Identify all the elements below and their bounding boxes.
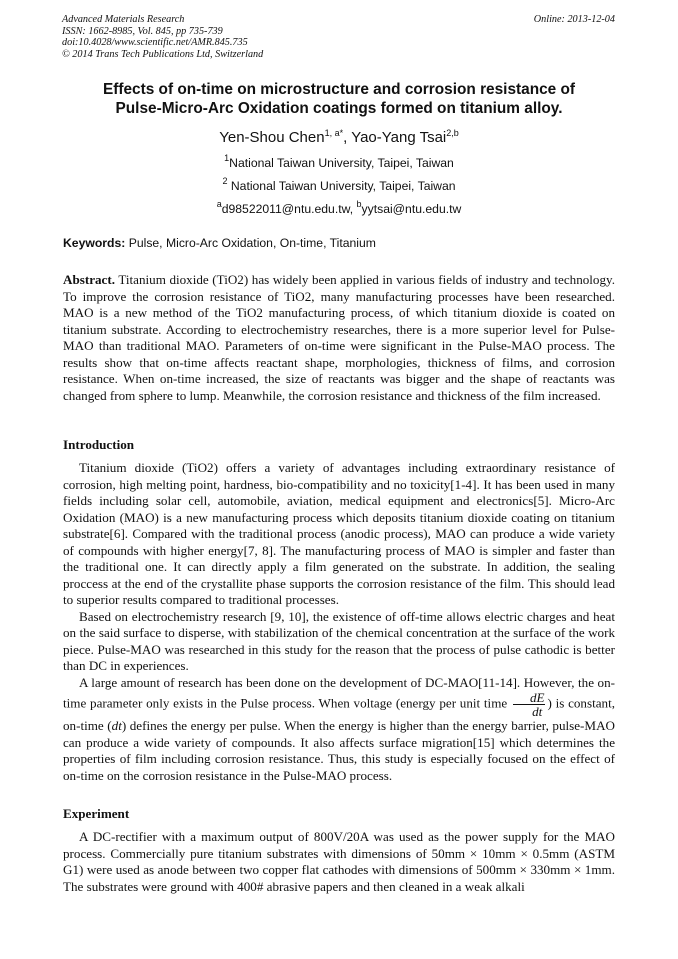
email-b-sup: b: [356, 199, 362, 209]
intro-p3-part-1: A large amount of research has been done on the development of DC-MAO[11-14]. However, the on-time parameter only exists in the Pulse process. When voltage (energy per unit time: [63, 674, 615, 711]
intro-paragraph-3: [63, 675, 615, 785]
intro-p3-part-2: ) is constant, on-time (: [63, 695, 615, 733]
experiment-paragraph-1: A DC-rectifier with a maximum output of 800V/20A was used as the power supply for the MAO process. Commercially pure titanium substrates with dimensions of 50mm × 10mm × 0.5mm (ASTM G1) were used as anode between two copper flat cathodes with dimensions of 500mm × 330mm × 1mm. The substrates were ground with 400# abrasive papers and then cleaned in a weak alkali: [63, 829, 615, 894]
experiment-heading: Experiment: [63, 806, 130, 821]
copyright: © 2014 Trans Tech Publications Ltd, Switzerland: [62, 48, 264, 60]
email-line: [0, 199, 678, 216]
email-b: yytsai@ntu.edu.tw: [361, 202, 462, 216]
author-2: Yao-Yang Tsai: [351, 129, 447, 146]
author-1: Yen-Shou Chen: [219, 129, 325, 146]
introduction-heading: Introduction: [63, 437, 135, 452]
introduction-body: [63, 460, 615, 784]
affiliation-1-text: National Taiwan University, Taipei, Taiwan: [229, 156, 454, 170]
paper-title: [40, 80, 638, 118]
keywords-label: Keywords:: [63, 236, 126, 250]
email-a-sup: a: [216, 199, 222, 209]
issn: ISSN: 1662-8985, Vol. 845, pp 735-739: [62, 25, 223, 37]
abstract-text: Titanium dioxide (TiO2) has widely been applied in various fields of industry and technology. To improve the corrosion resistance of TiO2, many manufacturing processes have been researched. MAO is a new method of the TiO2 manufacturing process, of which titanium dioxide is coated on titanium substrate. According to electrochemistry researches, there is a more superior level for Pulse-MAO than traditional MAO. Parameters of on-time were significant in the Pulse-MAO process. The results show that on-time affects reactant shape, morphologies, thickness of films, and corrosion resistance. When on-time increased, the size of reactants was bigger and the shape of reactants was changed from sphere to lump. Meanwhile, the corrosion resistance and thickness of the film increased.: [63, 272, 615, 403]
affiliation-2-sup: 2: [222, 176, 228, 186]
affiliation-1-sup: 1: [224, 153, 230, 163]
title-line-2: Pulse-Micro-Arc Oxidation coatings formed on titanium alloy.: [115, 100, 563, 117]
author-list: [0, 129, 678, 146]
intro-paragraph-2: Based on electrochemistry research [9, 10], the existence of off-time allows electric charges and heat on the said surface to disperse, with stabilization of the chemical concentration at the surface of the work piece. Pulse-MAO was researched in this study for the reason that the process of pulse cathodic is better than DC in experiences.: [63, 608, 615, 673]
author-separator: ,: [343, 129, 352, 146]
experiment-body: [63, 829, 615, 895]
author-1-sup: 1, a*: [324, 128, 344, 138]
journal-header: [62, 14, 263, 60]
fraction-denominator: dt: [532, 704, 543, 719]
doi: doi:10.4028/www.scientific.net/AMR.845.735: [62, 37, 248, 49]
author-2-sup: 2,b: [446, 128, 459, 138]
intro-p3-part-3: ) defines the energy per pulse. When the energy is higher than the energy barrier, pulse-MAO can produce a wide variety of compounds. It also affects surface migration[15] which determines the properties of film including corrosion resistance. Thus, this study is especially focused on the effect of on-time on the corrosion resistance in the Pulse-MAO process.: [63, 718, 615, 783]
keywords: [63, 236, 376, 250]
email-a: d98522011@ntu.edu.tw,: [221, 202, 357, 216]
keywords-text: Pulse, Micro-Arc Oxidation, On-time, Titanium: [125, 236, 376, 250]
affiliation-1: [0, 153, 678, 170]
affiliation-2: [0, 176, 678, 193]
de-dt-fraction: [513, 691, 546, 718]
intro-paragraph-1: Titanium dioxide (TiO2) offers a variety of advantages including extraordinary resistance of corrosion, high melting point, hardness, bio-compatibility and no toxicity[1-4]. It has been used in many fields including solar cell, automobile, aviation, medical equipment and electronics[5]. Micro-Arc Oxidation (MAO) is a new manufacturing process which deposits titanium dioxide coating on titanium substrate[6]. Compared with the traditional process (anodic process), MAO can produce a wide variety of compounds with higher energy[7, 8]. The manufacturing process of MAO is simpler and faster than the traditional one. It can directly apply a film generated on the substrate. In addition, the sealing proccess at the end of the crystallite phase supports the corrosion resistance of the film. This should lead to superior results compared to traditional processes.: [63, 460, 615, 607]
online-date: Online: 2013-12-04: [533, 14, 615, 25]
title-line-1: Effects of on-time on microstructure and corrosion resistance of: [102, 81, 576, 98]
fraction-numerator: dE: [513, 691, 546, 705]
affiliation-2-text: National Taiwan University, Taipei, Taiwan: [230, 179, 456, 193]
journal-name: Advanced Materials Research: [62, 14, 185, 25]
abstract: [63, 272, 615, 404]
abstract-label: Abstract.: [63, 272, 115, 287]
dt-symbol: dt: [111, 718, 122, 733]
